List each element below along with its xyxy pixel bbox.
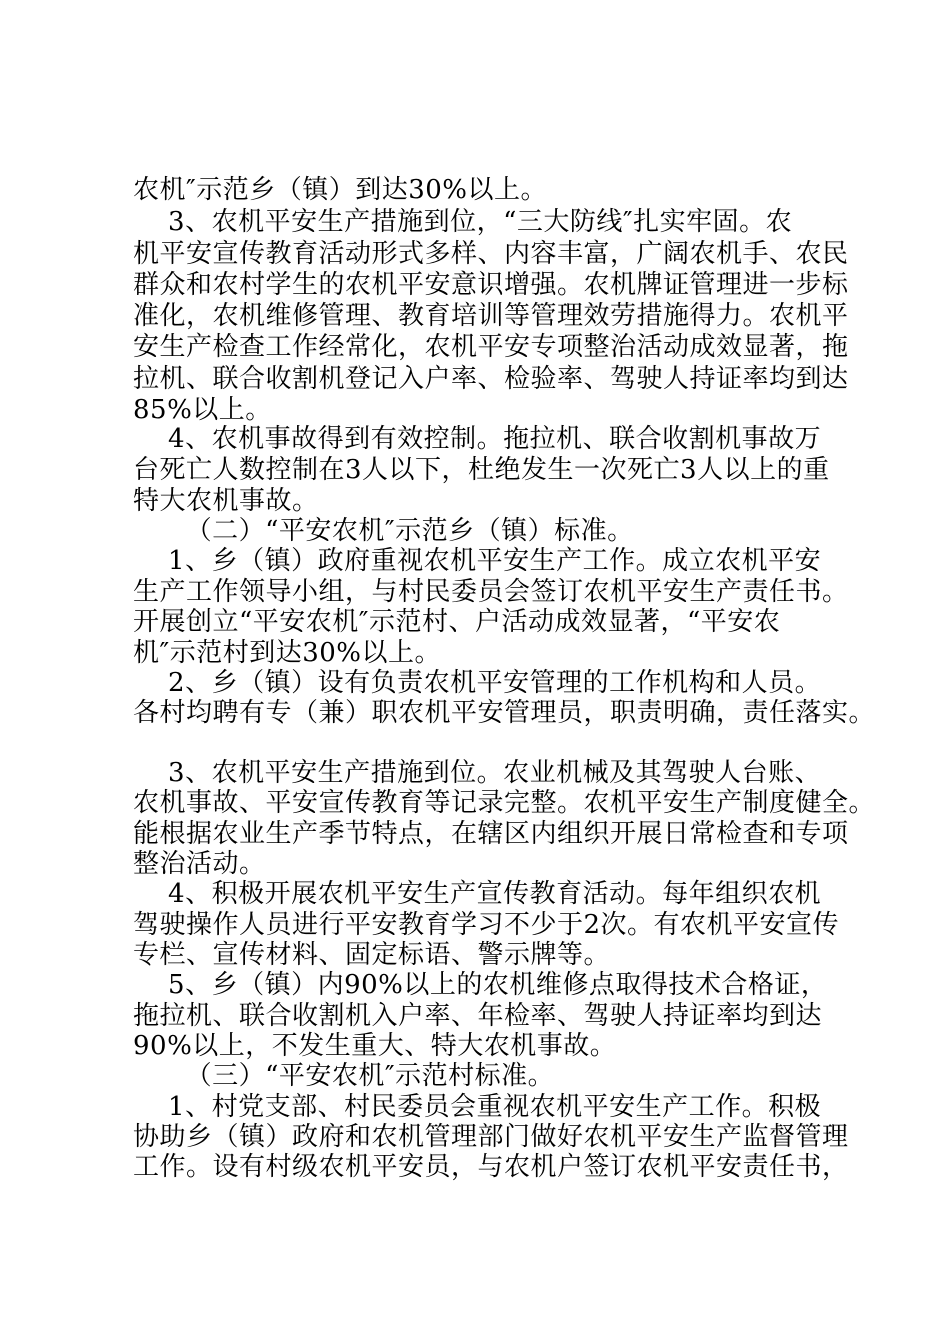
text-line: 特大农机事故。 — [133, 486, 319, 516]
text-line: 3、农机平安生产措施到位，“三大防线″扎实牢固。农 — [133, 207, 793, 237]
text-line: 台死亡人数控制在3人以下，杜绝发生一次死亡3人以上的重 — [133, 455, 830, 485]
text-line: 准化，农机维修管理、教育培训等管理效劳措施得力。农机平 — [133, 301, 849, 331]
text-line: 1、乡（镇）政府重视农机平安生产工作。成立农机平安 — [133, 546, 822, 576]
text-line: 工作。设有村级农机平安员，与农机户签订农机平安责任书， — [133, 1152, 849, 1182]
text-line: 各村均聘有专（兼）职农机平安管理员，职责明确，责任落实。 — [133, 698, 876, 728]
section-heading: （三）“平安农机″示范村标准。 — [133, 1061, 555, 1091]
text-line: 农机″示范乡（镇）到达30%以上。 — [133, 175, 548, 205]
text-line: 农机事故、平安宣传教育等记录完整。农机平安生产制度健全。 — [133, 788, 876, 818]
text-line: 协助乡（镇）政府和农机管理部门做好农机平安生产监督管理 — [133, 1122, 849, 1152]
text-line: 能根据农业生产季节特点，在辖区内组织开展日常检查和专项 — [133, 819, 849, 849]
text-line: 85%以上。 — [133, 395, 272, 425]
text-line: 90%以上，不发生重大、特大农机事故。 — [133, 1031, 617, 1061]
text-line: 机″示范村到达30%以上。 — [133, 638, 442, 668]
text-line: 机平安宣传教育活动形式多样、内容丰富，广阔农机手、农民 — [133, 239, 849, 269]
text-line: 生产工作领导小组，与村民委员会签订农机平安生产责任书。 — [133, 577, 849, 607]
text-line: 专栏、宣传材料、固定标语、警示牌等。 — [133, 940, 611, 970]
text-line: 4、积极开展农机平安生产宣传教育活动。每年组织农机 — [133, 879, 822, 909]
text-line: 2、乡（镇）设有负责农机平安管理的工作机构和人员。 — [133, 668, 822, 698]
text-line: 5、乡（镇）内90%以上的农机维修点取得技术合格证， — [133, 970, 828, 1000]
text-line: 群众和农村学生的农机平安意识增强。农机牌证管理进一步标 — [133, 270, 849, 300]
text-line: 1、村党支部、村民委员会重视农机平安生产工作。积极 — [133, 1092, 822, 1122]
text-line: 拖拉机、联合收割机入户率、年检率、驾驶人持证率均到达 — [133, 1001, 823, 1031]
text-line: 拉机、联合收割机登记入户率、检验率、驾驶人持证率均到达 — [133, 364, 849, 394]
text-line: 4、农机事故得到有效控制。拖拉机、联合收割机事故万 — [133, 424, 822, 454]
text-line: 整治活动。 — [133, 849, 266, 879]
section-heading: （二）“平安农机″示范乡（镇）标准。 — [133, 516, 634, 546]
text-line: 开展创立“平安农机″示范村、户活动成效显著，“平安农 — [133, 607, 781, 637]
text-line: 安生产检查工作经常化，农机平安专项整治活动成效显著，拖 — [133, 332, 849, 362]
text-line: 驾驶操作人员进行平安教育学习不少于2次。有农机平安宣传 — [133, 910, 840, 940]
text-line: 3、农机平安生产措施到位。农业机械及其驾驶人台账、 — [133, 758, 822, 788]
